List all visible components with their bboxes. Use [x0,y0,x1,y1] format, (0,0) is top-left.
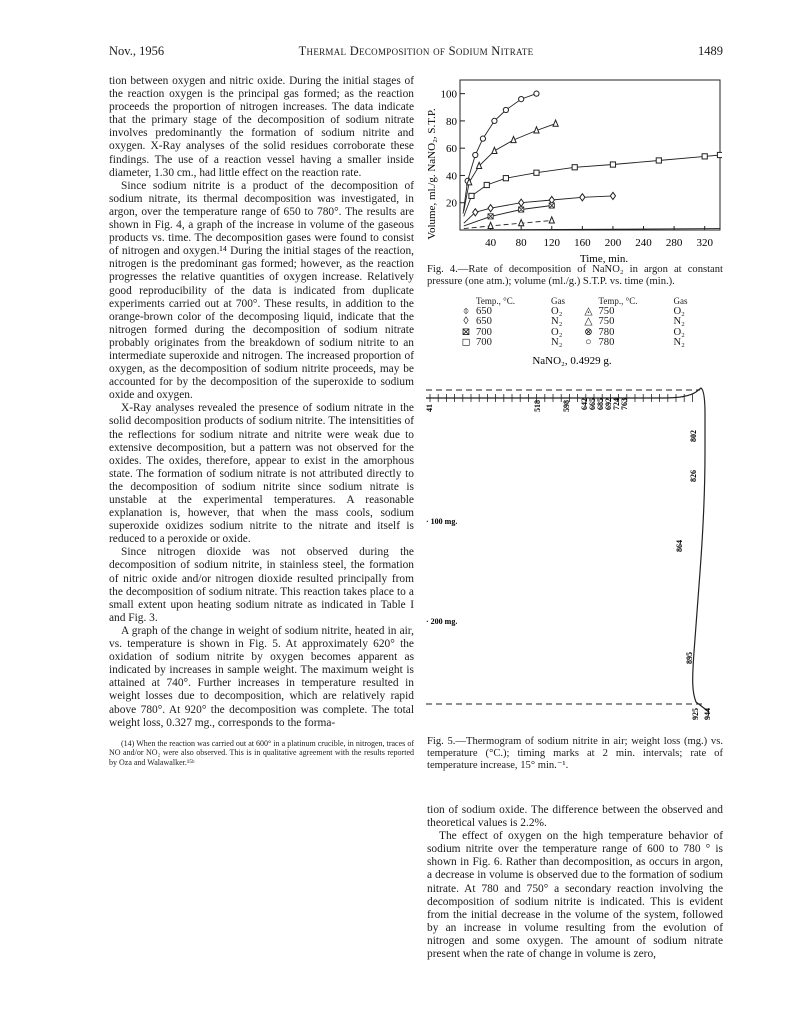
legend-marker: ◬ [584,305,593,317]
legend-gas: O₂ [551,326,563,338]
fig4-point [469,193,474,198]
fig4-x-tick-label: 280 [665,237,683,249]
fig5-temperature-label: 944 [703,708,712,720]
legend-marker: ◊ [463,316,469,328]
fig4-point [610,192,615,199]
fig4-caption: Fig. 4.—Rate of decomposition of NaNO₂ in argon at constant pressure (one atm.); volume (ml./g.) S.T.P. vs. time (min.). [427,264,723,287]
paragraph: A graph of the change in weight of sodium nitrite, heated in air, vs. temperature is shown in Fig. 5. At approximately 620° the oxidation of sodium nitrite by oxygen becomes apparent as indicated by increases in sample weight. The maximum weight is attained at 740°. Further increases in temperature resulted in weight losses due to decomposition, which are relatively rapid above 780°. At 920° the decomposition was complete. The total weight loss, 0.327 mg., corresponds to the forma- [109,624,414,729]
fig5-temperature-label: 642 [580,398,589,410]
legend-gas: O₂ [673,326,685,338]
fig4-point [717,152,722,157]
legend-temp: 750 [598,316,615,328]
fig5-temperature-label: 763 [620,398,629,410]
fig4-series-line [464,155,720,216]
fig5-temperature-label: 925 [691,708,700,720]
fig4-point [511,136,516,142]
fig5-temperature-label: 826 [689,470,698,482]
fig4-series-line [464,221,552,229]
legend-temp: 650 [476,316,492,328]
fig4-point [503,176,508,181]
fig5-sample-label: NaNO₂, 0.4929 g. [532,355,612,367]
legend-row [458,328,703,339]
legend-temp: 750 [598,305,615,317]
fig4-x-tick-label: 160 [574,237,591,249]
fig4-point [656,158,661,163]
fig4-point [610,162,615,167]
legend-temp: 780 [598,337,615,349]
paragraph: tion between oxygen and nitric oxide. During the initial stages of the reaction oxygen is the principal gas formed; as the reaction proceeds the proportion of nitrogen increases. The data indicate that the primary stage of the decomposition of sodium nitrate involves predominantly the formation of sodium nitrite and oxygen. X-Ray analyses of the solid residues corroborate these findings. The use of a reaction vessel having a smaller inside diameter, 1.30 cm., had little effect on the reaction rate. [109,75,414,179]
left-column [109,75,414,767]
fig5-temperature-label: 518 [533,400,542,412]
fig4-series-line [464,196,613,223]
fig5-temperature-label: 802 [689,430,698,442]
header-title: Thermal Decomposition of Sodium Nitrate [298,44,534,58]
fig4-y-tick-label: 40 [446,170,457,183]
fig4-point [519,220,524,226]
fig5-temperature-label: 692 [604,398,613,410]
fig4-y-axis-label: Volume, ml./g. NaNO₂, S.T.P. [426,108,438,240]
fig4-point [702,154,707,159]
fig4-legend [458,297,703,349]
fig5-caption: Fig. 5.—Thermogram of sodium nitrite in air; weight loss (mg.) vs. temperature (°C.); timing marks at 2 min. intervals; rate of temperature increase, 15° min.⁻¹. [427,736,723,771]
fig4-point [480,136,485,141]
fig4-point [519,199,524,206]
legend-temp: 650 [476,305,492,317]
fig4-y-tick-label: 80 [446,115,457,128]
legend-gas: N₂ [673,337,685,349]
fig4-x-axis-label: Time, min. [579,253,629,264]
fig5-temperature-label: 685 [596,398,605,410]
legend-marker: △ [584,316,593,328]
legend-gas: O₂ [673,305,685,317]
header-page-number: 1489 [698,44,723,58]
footnote: (14) When the reaction was carried out at 600° in a platinum crucible, in nitrogen, traces of NO and/or NO₂ were also observed. This is in qualitative agreement with the results reported by Oza and Walawalker.¹⁵ᵇ [109,738,414,767]
fig4-point [580,194,585,201]
fig4-point [503,107,508,112]
fig4-point [549,217,554,223]
fig4-series-line [464,206,552,226]
legend-gas: N₂ [673,316,685,328]
fig4-point [519,96,524,101]
fig4-x-tick-label: 120 [543,237,561,249]
legend-gas: N₂ [551,316,563,328]
legend-gas: O₂ [551,305,563,317]
fig4-point [488,222,493,228]
right-column [427,804,723,961]
fig4-chart [422,78,722,264]
legend-temp: 700 [476,326,492,338]
fig4-x-tick-label: 200 [604,237,622,249]
fig5-thermogram [424,352,724,736]
fig4-point [477,162,482,168]
paragraph: Since sodium nitrite is a product of the decomposition of sodium nitrate, its thermal decomposition was investigated, in argon, over the temperature range of 650 to 780°. The results are shown in Fig. 4, a graph of the increase in volume of the gaseous products vs. time. The decomposition gases were found to consist of nitrogen and oxygen.¹⁴ During the initial stages of the reaction, nitrogen is the predominant gas formed; however, as the reaction progresses the relative quantities of oxygen increase. Relatively good reproducibility of the data is indicated from duplicate experiments carried out at 700°. These results, in addition to the orange-brown color of the decomposing liquid, indicate that the nitrogen formed during the decomposition of sodium nitrate probably originates from the breakdown of sodium nitrite to an intermediate superoxide and nitrogen. The increased proportion of oxygen, as the decomposition of sodium nitrite proceeds, may be accounted for by the decomposition of the superoxide to sodium oxide and oxygen. [109,179,414,402]
paragraph: X-Ray analyses revealed the presence of sodium nitrate in the solid decomposition products of sodium nitrite. The intensitities of the reflections for sodium nitrate and nitrite were weak due to extensive decomposition, but a pattern was not observed for the oxides. The oxides, therefore, appear to exist in the amorphous state. The formation of sodium nitrate is not attributed directly to the decomposition of sodium nitrite since sodium nitrate is unstable at the experimental temperatures. A reasonable explanation is, however, that when the mass cools, sodium superoxide oxidizes sodium nitrite to the nitrate and itself is reduced to a peroxide or oxide. [109,402,414,546]
fig5-label-200mg: · 200 mg. [426,617,458,626]
fig4-point [553,120,558,126]
legend-row [458,317,703,328]
fig4-y-tick-label: 20 [446,197,457,210]
legend-gas-header: Gas [551,296,566,306]
fig4-point [473,152,478,157]
fig4-x-tick-label: 320 [696,237,713,249]
legend-temp-header: Temp., °C. [476,296,515,306]
legend-row [458,338,703,349]
fig4-y-tick-label: 100 [440,88,457,101]
paragraph: The effect of oxygen on the high temperature behavior of sodium nitrite over the temperature range of 600 to 780 ° is shown in Fig. 6. Rather than decomposition, as occurs in argon, a decrease in volume is observed due to the formation of sodium nitrate. At 780 and 750° a secondary reaction involving the decomposition of sodium nitrite is indicated. This is evident from the initial decrease in the volume of the system, followed by an increase in volume resulting from the evolution of nitrogen and some oxygen. The amount of sodium nitrate present when the rate of change in volume is zero, [427,830,723,961]
fig4-y-tick-label: 60 [446,143,457,156]
legend-marker: ⌽ [462,305,470,317]
fig5-temperature-label: 41 [425,404,434,412]
fig4-plot-frame [460,80,720,230]
fig5-temperature-label: 724 [612,398,621,410]
fig4-x-tick-label: 80 [515,237,527,249]
fig4-point [534,127,539,133]
fig4-point [492,118,497,123]
fig5-temperature-label: 665 [588,398,597,410]
fig4-point [488,214,493,219]
fig5-temperature-label: 598 [562,400,571,412]
fig4-point [492,147,497,153]
legend-row [458,307,703,318]
legend-temp-header: Temp., °C. [598,296,638,306]
legend-marker: ○ [585,337,592,349]
fig4-x-tick-label: 40 [485,237,497,249]
paragraph: Since nitrogen dioxide was not observed during the decomposition of sodium nitrite, in stainless steel, the formation of nitric oxide and/or nitrogen dioxide resulted principally from the decomposition of sodium nitrate. This reaction takes place to a small extent upon heating sodium nitrate as indicated in Table I and Fig. 3. [109,546,414,624]
fig4-point [519,207,524,212]
legend-marker: ⊗ [584,326,593,338]
fig5-temperature-label: 895 [685,652,694,664]
fig5-temperature-label: 864 [675,540,684,552]
fig4-point [488,205,493,212]
legend-temp: 700 [476,337,492,349]
legend-marker: ⊠ [461,326,471,338]
fig4-point [484,182,489,187]
paragraph: tion of sodium oxide. The difference between the observed and theoretical values is 2.2%. [427,804,723,830]
legend-marker: ◻ [461,337,471,349]
fig4-point [549,203,554,208]
running-header [109,44,723,60]
legend-temp: 780 [598,326,615,338]
fig4-point [572,165,577,170]
fig4-point [534,170,539,175]
legend-gas-header: Gas [673,296,688,306]
fig5-label-100mg: · 100 mg. [426,517,458,526]
fig4-point [473,209,478,216]
header-date: Nov., 1956 [109,44,165,58]
legend-gas: N₂ [551,337,563,349]
fig5-trace [426,388,709,712]
fig4-point [534,91,539,96]
fig4-x-tick-label: 240 [635,237,652,249]
